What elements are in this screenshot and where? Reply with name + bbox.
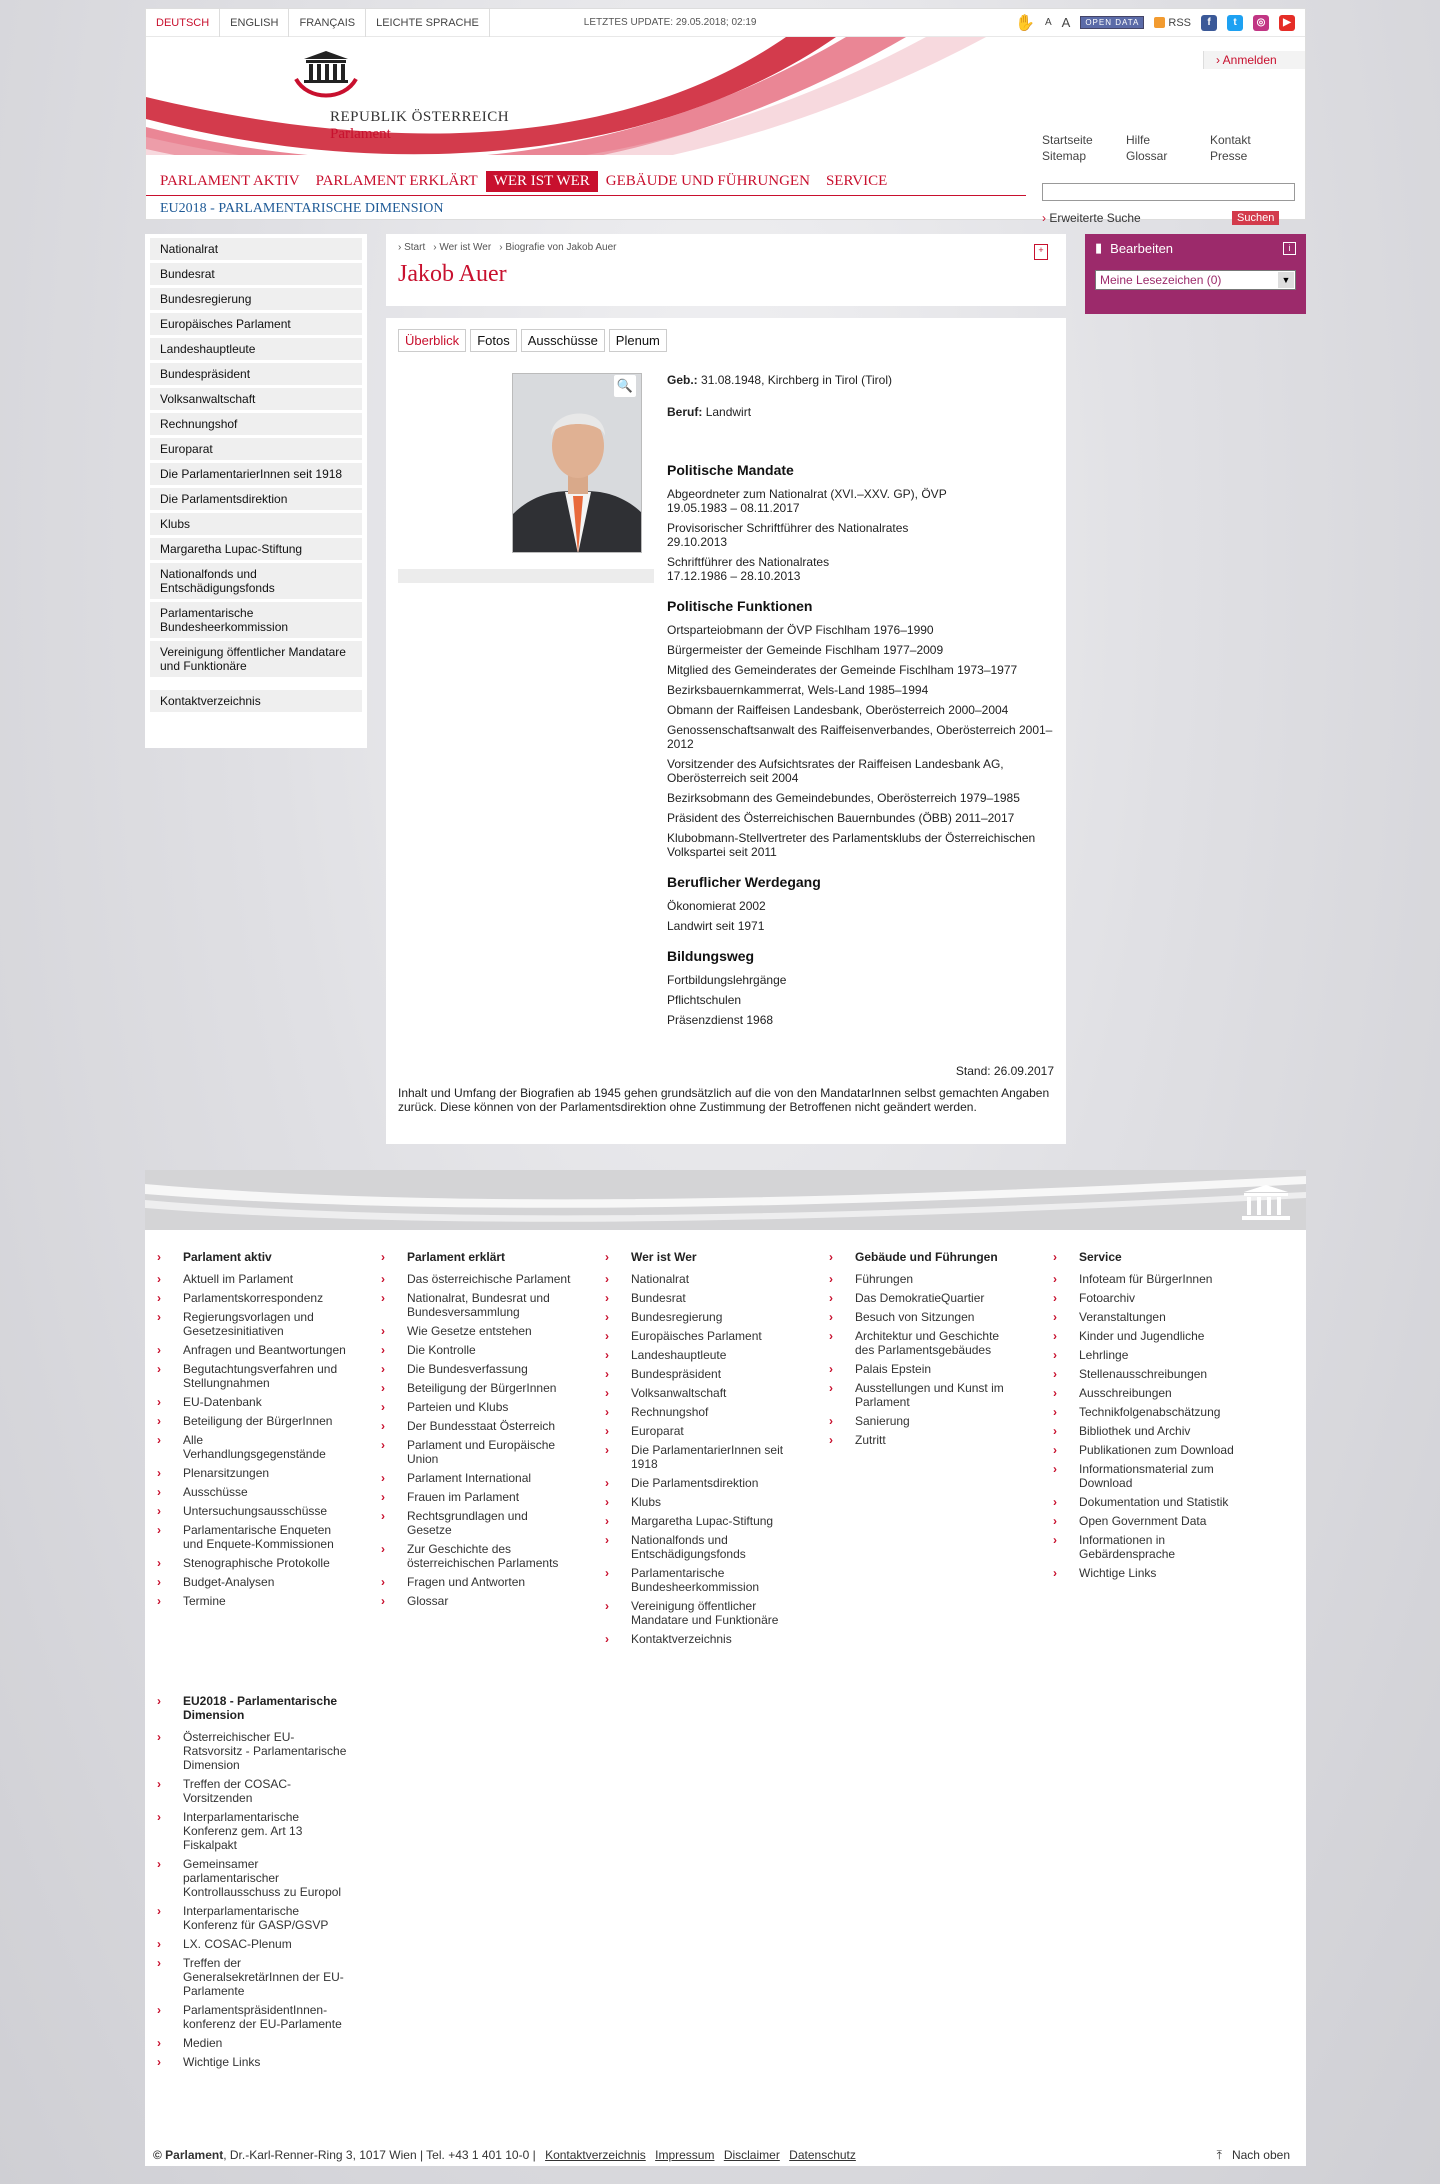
title-card [386,234,1066,306]
footer-link[interactable]: › Volksanwaltschaft [617,1386,797,1400]
bookmarks-select-value: Meine Lesezeichen (0) [1100,273,1222,287]
back-to-top-button[interactable] [1217,2148,1290,2163]
left-nav-item[interactable]: Margaretha Lupac-Stiftung [150,538,362,560]
footer-link[interactable]: › Die Kontrolle [393,1343,573,1357]
footer-link[interactable]: › Frauen im Parlament [393,1490,573,1504]
footer-col-eu2018 [169,1694,369,2074]
footer-link[interactable]: › Vereinigung öffentlicher Mandatare und Funktionäre [617,1599,797,1627]
login-button[interactable]: › Anmelden [1203,51,1305,69]
funktion-entry: Präsident des Österreichischen Bauernbundes (ÖBB) 2011–2017 [667,811,1015,825]
mandate-entry: Schriftführer des Nationalrates [667,555,830,569]
footer-link[interactable]: › Das österreichische Parlament [393,1272,573,1286]
footer-link[interactable]: › Klubs [617,1495,797,1509]
bildung-entry: Fortbildungslehrgänge [667,973,787,987]
footer-col-wer-ist-wer [617,1250,841,1651]
bildung-entry: Präsenzdienst 1968 [667,1013,774,1027]
footer-link[interactable]: › Stellenausschreibungen [1065,1367,1245,1381]
footer-wave [145,1170,1306,1230]
funktion-entry: Bezirksobmann des Gemeindebundes, Oberösterreich 1979–1985 [667,791,1020,805]
footer-link[interactable]: › Architektur und Geschichte des Parlamentsgebäudes [841,1329,1021,1357]
footer-link[interactable]: › Technikfolgenabschätzung [1065,1405,1245,1419]
footer-link[interactable]: › Anfragen und Beantwortungen [169,1343,349,1357]
parliament-building-icon [294,49,358,105]
bio-tabs [398,329,667,352]
nav-service[interactable]: SERVICE [825,173,888,189]
beruf-entry: Ökonomierat 2002 [667,899,766,913]
footer-columns [169,1250,1289,1651]
twitter-icon[interactable]: t [1227,15,1243,31]
footer-link[interactable]: › Parlamentskorrespondenz [169,1291,349,1305]
footer-link[interactable]: › Sanierung [841,1414,1021,1428]
search-input[interactable] [1042,183,1295,201]
left-nav-item[interactable]: Klubs [150,513,362,535]
footer-link[interactable]: › Parteien und Klubs [393,1400,573,1414]
info-icon[interactable]: i [1283,242,1296,255]
copyright-brand: © Parlament [153,2148,224,2162]
footer-link[interactable]: › Zutritt [841,1433,1021,1447]
footer-link[interactable]: › Veranstaltungen [1065,1310,1245,1324]
footer-col-heading[interactable]: › Service [1065,1250,1289,1264]
breadcrumb-current: › Biografie von Jakob Auer [499,242,616,253]
tab-plenum[interactable]: Plenum [609,329,667,352]
breadcrumb-wer-ist-wer[interactable]: › Wer ist Wer [433,242,491,253]
footer-link[interactable]: › Plenarsitzungen [169,1466,349,1480]
facebook-icon[interactable]: f [1201,15,1217,31]
funktion-entry: Obmann der Raiffeisen Landesbank, Oberösterreich 2000–2004 [667,703,1009,717]
footer-link[interactable]: › Margaretha Lupac-Stiftung [617,1514,797,1528]
font-small-button[interactable]: A [1044,17,1052,28]
lang-fr[interactable]: FRANÇAIS [289,9,366,37]
footer-link[interactable]: › Open Government Data [1065,1514,1245,1528]
footer-link[interactable]: › Bibliothek und Archiv [1065,1424,1245,1438]
meta-links [1042,133,1294,163]
funktion-entry: Bezirksbauernkammerrat, Wels-Land 1985–1994 [667,683,929,697]
footer-link[interactable]: › Besuch von Sitzungen [841,1310,1021,1324]
left-nav-item[interactable]: Rechnungshof [150,413,362,435]
footer-link[interactable]: › Publikationen zum Download [1065,1443,1245,1457]
portrait-image [513,374,642,553]
top-bar [146,9,1305,37]
footer-link[interactable]: › Kontaktverzeichnis [617,1632,797,1646]
open-data-button[interactable]: OPEN DATA [1080,16,1144,29]
parliament-logo[interactable] [294,49,358,105]
left-nav [145,234,367,748]
footer-link[interactable]: › Palais Epstein [841,1362,1021,1376]
footer-link[interactable]: › Nationalrat, Bundesrat und Bundesversammlung [393,1291,573,1319]
breadcrumb [398,242,1054,253]
left-nav-item[interactable]: Bundesregierung [150,288,362,310]
footer-link[interactable]: › Alle Verhandlungsgegenstände [169,1433,349,1461]
funktion-entry: Mitglied des Gemeinderates der Gemeinde Fischlham 1973–1977 [667,663,1018,677]
funktion-entry: Genossenschaftsanwalt des Raiffeisenverbandes, Oberösterreich 2001–2012 [667,723,1053,751]
footer-link[interactable]: › Beteiligung der BürgerInnen [393,1381,573,1395]
footer-link[interactable]: › Europäisches Parlament [617,1329,797,1343]
breadcrumb-start[interactable]: › Start [398,242,425,253]
bildung-entry: Pflichtschulen [667,993,742,1007]
nav-wer-ist-wer[interactable]: WER IST WER [486,171,598,192]
footer-link[interactable]: › Beteiligung der BürgerInnen [169,1414,349,1428]
last-update: LETZTES UPDATE: 29.05.2018; 02:19 [583,17,757,28]
born-value: 31.08.1948, Kirchberg in Tirol (Tirol) [701,373,892,387]
footer-link[interactable]: › Fotoarchiv [1065,1291,1245,1305]
footer-col-heading[interactable]: › Gebäude und Führungen [841,1250,1065,1264]
footer-link[interactable]: › Parlament International [393,1471,573,1485]
footer-link[interactable]: › Informationsmaterial zum Download [1065,1462,1245,1490]
job-label: Beruf: [667,405,703,419]
footer-link[interactable]: › Rechtsgrundlagen und Gesetze [393,1509,573,1537]
left-nav-item[interactable]: Europarat [150,438,362,460]
parliament-building-icon [1238,1184,1294,1222]
nav-parlament-aktiv[interactable]: PARLAMENT AKTIV [160,173,300,189]
lang-easy[interactable]: LEICHTE SPRACHE [366,9,490,37]
footer-link[interactable]: › Gemeinsamer parlamentarischer Kontrollausschuss zu Europol [169,1857,349,1899]
logo-text [330,109,509,143]
footer-link[interactable]: › Dokumentation und Statistik [1065,1495,1245,1509]
footer-link[interactable]: › Wichtige Links [169,2055,349,2069]
footer-link[interactable]: › Aktuell im Parlament [169,1272,349,1286]
portrait-photo[interactable] [512,373,642,553]
footer-link[interactable]: › Bundesregierung [617,1310,797,1324]
footer-link[interactable]: › Parlament und Europäische Union [393,1438,573,1466]
section-heading: Bildungsweg [667,948,755,964]
back-to-top-label: Nach oben [1231,2148,1290,2162]
sign-language-icon[interactable]: ✋ [1015,14,1035,32]
footer-link[interactable]: › Zur Geschichte des österreichischen Parlaments [393,1542,573,1570]
footer-link[interactable]: › Ausstellungen und Kunst im Parlament [841,1381,1021,1409]
footer-link[interactable]: › Treffen der GeneralsekretärInnen der EU-Parlamente [169,1956,349,1998]
footer-col-heading[interactable]: › EU2018 - Parlamentarische Dimension [169,1694,369,1722]
footer-link-impressum[interactable]: Impressum [655,2148,715,2162]
nav-parlament-erklaert[interactable]: PARLAMENT ERKLÄRT [315,173,478,189]
left-nav-item[interactable]: Bundesrat [150,263,362,285]
advanced-search-label: Erweiterte Suche [1049,211,1141,225]
left-nav-item[interactable]: Die ParlamentarierInnen seit 1918 [150,463,362,485]
funktion-entry: Vorsitzender des Aufsichtsrates der Raiffeisen Landesbank AG, Oberösterreich seit 2004 [667,757,1004,785]
footer-link[interactable]: › LX. COSAC-Plenum [169,1937,349,1951]
site-header [145,8,1306,225]
bookmarks-select[interactable] [1095,270,1296,290]
job-value: Landwirt [705,405,752,419]
site-footer [145,1170,1306,2166]
footer-col-parlament-erklaert [393,1250,617,1651]
footer-link[interactable]: › Wie Gesetze entstehen [393,1324,573,1338]
footer-link[interactable]: › Rechnungshof [617,1405,797,1419]
left-nav-item[interactable]: Parlamentarische Bundesheerkommission [150,602,362,638]
left-nav-gap [150,680,362,690]
meta-link-kontakt[interactable]: Kontakt [1210,133,1251,147]
zoom-icon[interactable]: 🔍 [614,375,636,397]
copyright-line [153,2148,856,2162]
footer-link[interactable]: › Lehrlinge [1065,1348,1245,1362]
footer-link[interactable]: › Ausschüsse [169,1485,349,1499]
logo-line2: Parlament [330,126,391,142]
left-nav-item[interactable]: Nationalfonds und Entschädigungsfonds [150,563,362,599]
bio-disclaimer: Inhalt und Umfang der Biografien ab 1945 gehen grundsätzlich auf die von den MandatarInnen selbst gemachten Angaben zurück. Diese können von der Parlamentsdirektion ohne Zustimmung der Betroffenen nicht geändert werden. [398,1086,1050,1114]
footer-link-kontakt[interactable]: Kontaktverzeichnis [545,2148,646,2162]
footer-link[interactable]: › Das DemokratieQuartier [841,1291,1021,1305]
footer-link[interactable]: › Nationalfonds und Entschädigungsfonds [617,1533,797,1561]
footer-link[interactable]: › Die Bundesverfassung [393,1362,573,1376]
left-nav-item[interactable]: Landeshauptleute [150,338,362,360]
footer-link[interactable]: › Bundespräsident [617,1367,797,1381]
bio-content [386,318,1066,1144]
logo-line1: REPUBLIK ÖSTERREICH [330,109,510,125]
rss-link[interactable] [1154,17,1191,29]
photo-caption-strip [398,569,654,583]
copyright-address: , Dr.-Karl-Renner-Ring 3, 1017 Wien | Tel. +43 1 401 10-0 | [223,2148,536,2162]
left-nav-item[interactable]: Vereinigung öffentlicher Mandatare und Funktionäre [150,641,362,677]
left-nav-item-kontakt[interactable]: Kontaktverzeichnis [150,690,362,712]
section-heading: Beruflicher Werdegang [667,874,821,890]
header-tools [1015,13,1305,33]
left-nav-item[interactable]: Die Parlamentsdirektion [150,488,362,510]
left-nav-item[interactable]: Europäisches Parlament [150,313,362,335]
footer-link[interactable]: › Österreichischer EU-Ratsvorsitz - Parlamentarische Dimension [169,1730,349,1772]
meta-link-glossar[interactable]: Glossar [1126,149,1168,163]
footer-link[interactable]: › Fragen und Antworten [393,1575,573,1589]
search-button[interactable]: Suchen [1232,211,1279,225]
footer-link[interactable]: › Parlamentarische Bundesheerkommission [617,1566,797,1594]
tab-ueberblick[interactable]: Überblick [398,329,466,352]
job-row [667,405,1057,419]
meta-link-hilfe[interactable]: Hilfe [1126,133,1151,147]
meta-link-startseite[interactable]: Startseite [1042,133,1093,147]
footer-link[interactable]: › Der Bundesstaat Österreich [393,1419,573,1433]
instagram-icon[interactable]: ◎ [1253,15,1269,31]
footer-link[interactable]: › Interparlamentarische Konferenz gem. Art 13 Fiskalpakt [169,1810,349,1852]
footer-col-parlament-aktiv [169,1250,393,1651]
arrow-up-icon: ⤒ [1216,2148,1222,2162]
footer-link[interactable]: › Europarat [617,1424,797,1438]
footer-link[interactable]: › Stenographische Protokolle [169,1556,349,1570]
tab-ausschuesse[interactable]: Ausschüsse [521,329,605,352]
footer-link[interactable]: › Regierungsvorlagen und Gesetzesinitiativen [169,1310,349,1338]
edit-widget-title: Bearbeiten [1110,240,1174,256]
born-label: Geb.: [667,373,698,387]
lang-en[interactable]: ENGLISH [220,9,289,37]
footer-link[interactable]: › Die ParlamentarierInnen seit 1918 [617,1443,797,1471]
tab-fotos[interactable]: Fotos [470,329,517,352]
add-bookmark-icon[interactable]: + [1034,244,1048,260]
funktion-entry: Klubobmann-Stellvertreter des Parlamentsklubs der Österreichischen Volkspartei seit 2011 [667,831,1036,859]
left-nav-item[interactable]: Nationalrat [150,238,362,260]
language-switcher [146,9,490,37]
footer-link[interactable]: › Medien [169,2036,349,2050]
mandate-date: 17.12.1986 – 28.10.2013 [667,569,801,583]
meta-link-presse[interactable]: Presse [1210,149,1248,163]
stand-date: Stand: 26.09.2017 [955,1064,1054,1078]
footer-link[interactable]: › ParlamentspräsidentInnen-konferenz der EU-Parlamente [169,2003,349,2031]
bio-details [667,373,1057,1033]
mandate-date: 29.10.2013 [667,535,728,549]
footer-link[interactable]: › Informationen in Gebärdensprache [1065,1533,1245,1561]
mandate-date: 19.05.1983 – 08.11.2017 [667,501,800,515]
footer-link[interactable]: › Bundesrat [617,1291,797,1305]
lang-de[interactable]: DEUTSCH [146,9,220,37]
footer-link[interactable]: › Begutachtungsverfahren und Stellungnahmen [169,1362,349,1390]
footer-col-heading[interactable]: › Parlament erklärt [393,1250,617,1264]
section-heading: Politische Funktionen [667,598,813,614]
footer-link[interactable]: › Treffen der COSAC-Vorsitzenden [169,1777,349,1805]
footer-link[interactable]: › Nationalrat [617,1272,797,1286]
footer-link[interactable]: › Infoteam für BürgerInnen [1065,1272,1245,1286]
footer-link-datenschutz[interactable]: Datenschutz [789,2148,856,2162]
born-row [667,373,1057,387]
mandate-entry: Provisorischer Schriftführer des Nationalrates [667,521,909,535]
footer-link[interactable]: › Interparlamentarische Konferenz für GASP/GSVP [169,1904,349,1932]
mandate-entry: Abgeordneter zum Nationalrat (XVI.–XXV. GP), ÖVP [667,487,947,501]
login-label: Anmelden [1222,53,1277,67]
footer-link[interactable]: › Glossar [393,1594,573,1608]
footer-link[interactable]: › Landeshauptleute [617,1348,797,1362]
footer-banner [145,1170,1306,1230]
edit-widget-header [1095,240,1296,256]
beruf-entry: Landwirt seit 1971 [667,919,765,933]
rss-label: RSS [1168,16,1191,29]
left-nav-item[interactable]: Volksanwaltschaft [150,388,362,410]
youtube-icon[interactable]: ▶ [1279,15,1295,31]
footer-link[interactable]: › Ausschreibungen [1065,1386,1245,1400]
footer-link[interactable]: › Die Parlamentsdirektion [617,1476,797,1490]
footer-link[interactable]: › Wichtige Links [1065,1566,1245,1580]
left-nav-item[interactable]: Bundespräsident [150,363,362,385]
footer-link[interactable]: › Termine [169,1594,349,1608]
footer-col-service [1065,1250,1289,1651]
footer-col-heading[interactable]: › Wer ist Wer [617,1250,841,1264]
footer-link[interactable]: › Untersuchungsausschüsse [169,1504,349,1518]
footer-link[interactable]: › Parlamentarische Enqueten und Enquete-Kommissionen [169,1523,349,1551]
section-heading: Politische Mandate [667,462,794,478]
sub-nav-eu2018[interactable]: EU2018 - PARLAMENTARISCHE DIMENSION [146,195,1026,219]
footer-col-heading[interactable]: › Parlament aktiv [169,1250,393,1264]
rss-icon [1154,17,1165,28]
font-large-button[interactable]: A [1061,15,1071,30]
advanced-search-link[interactable]: › Erweiterte Suche [1042,211,1141,225]
meta-link-sitemap[interactable]: Sitemap [1042,149,1087,163]
bookmark-icon: ▮ [1095,240,1103,255]
main-nav [152,171,895,192]
footer-link[interactable]: › Führungen [841,1272,1021,1286]
edit-widget [1085,234,1306,314]
chevron-down-icon: ▼ [1278,272,1294,288]
footer-link[interactable]: › EU-Datenbank [169,1395,349,1409]
nav-gebaeude[interactable]: GEBÄUDE UND FÜHRUNGEN [605,173,810,189]
footer-link[interactable]: › Budget-Analysen [169,1575,349,1589]
footer-link[interactable]: › Kinder und Jugendliche [1065,1329,1245,1343]
footer-col-gebaeude [841,1250,1065,1651]
footer-link-disclaimer[interactable]: Disclaimer [723,2148,780,2162]
funktion-entry: Ortsparteiobmann der ÖVP Fischlham 1976–1990 [667,623,934,637]
funktion-entry: Bürgermeister der Gemeinde Fischlham 1977–2009 [667,643,944,657]
page-title: Jakob Auer [398,261,507,287]
